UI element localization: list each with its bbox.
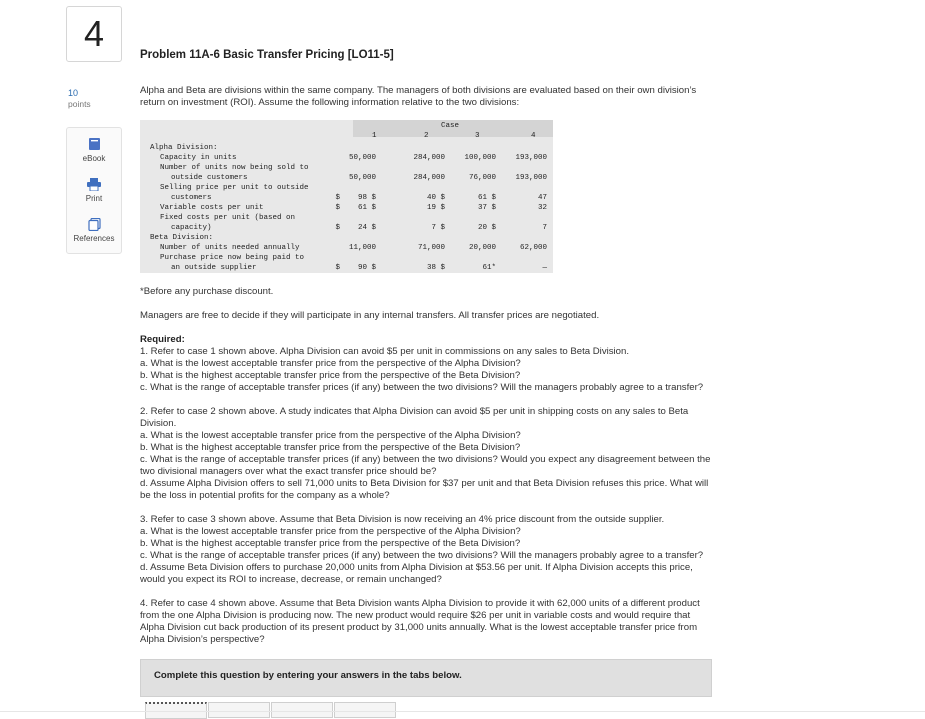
intro-paragraph: [140, 85, 764, 109]
answer-tab-3[interactable]: [271, 702, 333, 718]
required-line: two divisional managers over what the exact transfer price should be?: [140, 466, 437, 477]
required-line: b. What is the highest acceptable transfer price from the perspective of the Beta Division?: [140, 538, 521, 549]
table-cell: $ 24 $: [335, 224, 376, 232]
required-line: b. What is the highest acceptable transfer price from the perspective of the Beta Division?: [140, 370, 521, 381]
table-cell: 193,000: [515, 154, 547, 162]
case-number-2: 2: [424, 132, 429, 140]
required-line: 3. Refer to case 3 shown above. Assume that Beta Division is now receiving an 4% price discount from the outside supplier.: [140, 514, 665, 525]
footnote: *Before any purchase discount.: [140, 286, 274, 297]
answer-tab-4[interactable]: [334, 702, 396, 718]
table-cell: 284,000: [413, 174, 445, 182]
required-line: from the one Alpha Division is producing now. The new product would require $26 per unit in variable costs and would require that: [140, 610, 691, 621]
required-line: be the loss in potential profits for the company as a whole?: [140, 490, 390, 501]
required-line: d. Assume Beta Division offers to purchase 20,000 units from Alpha Division at $53.56 per unit. If Alpha Division accepts this price,: [140, 562, 693, 573]
table-cell: 100,000: [464, 154, 496, 162]
table-row-label: Selling price per unit to outside: [160, 184, 309, 192]
table-row-label: Alpha Division:: [150, 144, 218, 152]
table-cell: 20 $: [477, 224, 496, 232]
required-line: Alpha Division’s perspective?: [140, 634, 265, 645]
problem-title: Problem 11A-6 Basic Transfer Pricing [LO11-5]: [140, 49, 394, 61]
required-line: Alpha Division cut back production of its present product by 31,000 units annually. What is the lowest acceptable transfer price from: [140, 622, 698, 633]
book-icon: [88, 137, 101, 151]
table-cell: $ 61 $: [335, 204, 376, 212]
case-data-table: [140, 120, 553, 273]
table-cell: —: [542, 264, 547, 272]
references-button[interactable]: [67, 218, 121, 244]
answer-instructions: Complete this question by entering your answers in the tabs below.: [154, 670, 462, 681]
resource-toolbar: [66, 127, 122, 254]
table-cell: 47: [537, 194, 547, 202]
print-button[interactable]: [67, 178, 121, 204]
table-row-label: Beta Division:: [150, 234, 214, 242]
table-row-label: Number of units needed annually: [160, 244, 300, 252]
table-cell: 50,000: [348, 154, 376, 162]
case-number-3: 3: [475, 132, 480, 140]
required-line: c. What is the range of acceptable transfer prices (if any) between the two divisions? Would you expect any disagreement between the: [140, 454, 711, 465]
table-cell: 38 $: [426, 264, 445, 272]
table-cell: 50,000: [348, 174, 376, 182]
spacer: [140, 502, 764, 514]
answer-instructions-box: [140, 659, 712, 697]
table-cell: 37 $: [477, 204, 496, 212]
ebook-label: eBook: [82, 154, 106, 163]
table-cell: 61 $: [477, 194, 496, 202]
table-cell: 71,000: [417, 244, 445, 252]
case-number-1: 1: [372, 132, 377, 140]
question-number: 4: [83, 13, 105, 54]
references-label: References: [73, 234, 115, 243]
required-line: c. What is the range of acceptable transfer prices (if any) between the two divisions? Will the managers probably agree to a transfer?: [140, 550, 704, 561]
table-row-label: Fixed costs per unit (based on: [160, 214, 296, 222]
required-line: a. What is the lowest acceptable transfer price from the perspective of the Alpha Division?: [140, 526, 521, 537]
required-line: Division.: [140, 418, 177, 429]
required-line: would you expect its ROI to increase, decrease, or remain unchanged?: [140, 574, 442, 585]
table-cell: 7 $: [431, 224, 445, 232]
case-number-4: 4: [531, 132, 536, 140]
required-line: c. What is the range of acceptable transfer prices (if any) between the two divisions? Will the managers probably agree to a transfer?: [140, 382, 704, 393]
table-cell: 32: [537, 204, 547, 212]
references-icon: [88, 218, 101, 231]
points-value: 10: [68, 88, 79, 98]
table-cell: 11,000: [348, 244, 376, 252]
required-line: 1. Refer to case 1 shown above. Alpha Division can avoid $5 per unit in commissions on any sales to Beta Division.: [140, 346, 630, 357]
spacer: [140, 394, 764, 406]
table-cell: 193,000: [515, 174, 547, 182]
table-cell: $ 98 $: [335, 194, 376, 202]
answer-tab-2[interactable]: [208, 702, 270, 718]
table-cell: 62,000: [519, 244, 547, 252]
table-row-label: Purchase price now being paid to: [160, 254, 305, 262]
required-heading: Required:: [140, 334, 185, 345]
page-divider: [0, 711, 925, 712]
table-cell: 7: [542, 224, 547, 232]
table-row-label: Number of units now being sold to: [160, 164, 309, 172]
table-cell: 284,000: [413, 154, 445, 162]
table-cell: 19 $: [426, 204, 445, 212]
table-row-label: customers: [171, 194, 212, 202]
required-questions: [140, 346, 764, 646]
required-line: b. What is the highest acceptable transfer price from the perspective of the Beta Division?: [140, 442, 521, 453]
table-row-label: outside customers: [171, 174, 248, 182]
print-label: Print: [85, 194, 103, 203]
table-row-label: capacity): [171, 224, 212, 232]
table-cell: 20,000: [468, 244, 496, 252]
intro-line: Alpha and Beta are divisions within the same company. The managers of both divisions are evaluated based on their own division’s: [140, 85, 697, 96]
negotiation-note: Managers are free to decide if they will participate in any internal transfers. All transfer prices are negotiated.: [140, 310, 600, 321]
question-number-box: [66, 6, 122, 62]
table-row-label: an outside supplier: [171, 264, 257, 272]
table-cell: $ 90 $: [335, 264, 376, 272]
required-line: a. What is the lowest acceptable transfer price from the perspective of the Alpha Division?: [140, 430, 521, 441]
points-label: points: [68, 99, 91, 109]
table-row-label: Capacity in units: [160, 154, 237, 162]
spacer: [140, 586, 764, 598]
table-row-label: Variable costs per unit: [160, 204, 264, 212]
table-cell: 61*: [482, 264, 496, 272]
table-cell: 76,000: [468, 174, 496, 182]
intro-line: return on investment (ROI). Assume the following information relative to the two divisions:: [140, 97, 520, 108]
required-line: 4. Refer to case 4 shown above. Assume that Beta Division wants Alpha Division to provide it with 62,000 units of a different product: [140, 598, 700, 609]
required-line: d. Assume Alpha Division offers to sell 71,000 units to Beta Division for $37 per unit and that Beta Division refuses this price. What will: [140, 478, 709, 489]
ebook-button[interactable]: [67, 137, 121, 164]
case-header-label: Case: [441, 122, 460, 130]
printer-icon: [87, 178, 101, 191]
table-cell: 40 $: [426, 194, 445, 202]
required-line: a. What is the lowest acceptable transfer price from the perspective of the Alpha Division?: [140, 358, 521, 369]
required-line: 2. Refer to case 2 shown above. A study indicates that Alpha Division can avoid $5 per unit in shipping costs on any sales to Beta: [140, 406, 689, 417]
